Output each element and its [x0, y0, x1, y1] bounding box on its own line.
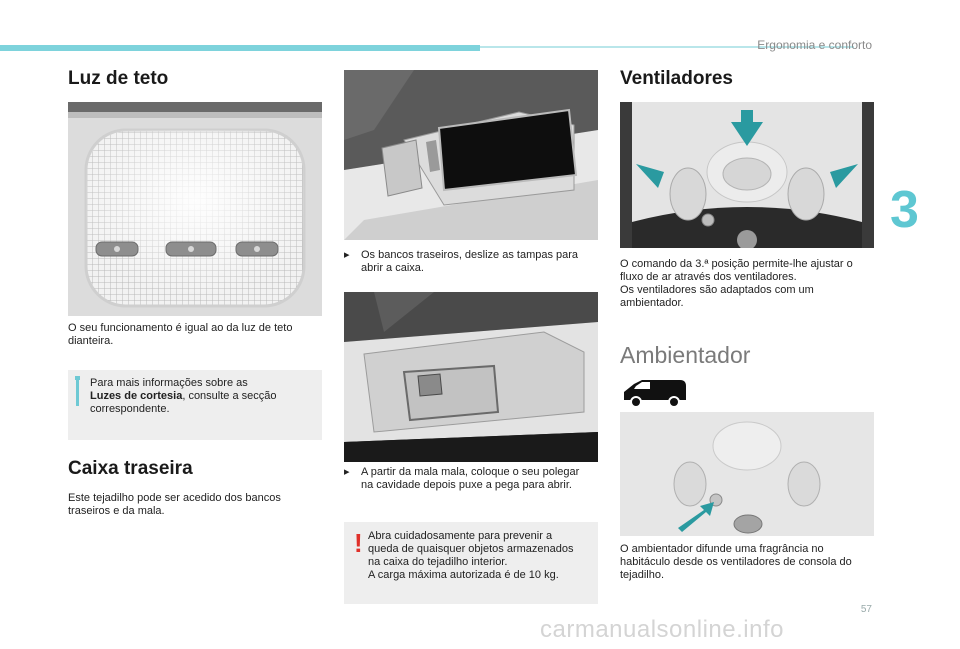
info-line-1: Para mais informações sobre as	[90, 377, 248, 389]
warning-text	[368, 530, 594, 582]
info-line-2-rest: , consulte a secção	[182, 390, 277, 402]
caixa-traseira-text: Este tejadilho pode ser acedido dos bancos traseiros e da mala.	[68, 492, 281, 517]
ambientador-photo	[620, 412, 874, 536]
bullet-1-icon: ▸	[344, 249, 350, 261]
chapter-number: 3	[890, 181, 919, 239]
trunk-box-photo	[344, 292, 598, 462]
ventiladores-text	[620, 258, 870, 310]
van-icon	[620, 376, 690, 410]
rear-seat-box-photo	[344, 70, 598, 240]
bullet-2-icon: ▸	[344, 466, 350, 478]
page-number: 57	[860, 604, 872, 615]
footer-watermark: carmanualsonline.info	[540, 616, 784, 643]
running-header: Ergonomia e conforto	[757, 38, 872, 52]
bullet-1	[344, 249, 594, 275]
warning-line-2: queda de quaisquer objetos armazenados	[368, 543, 574, 555]
bullet-1-text: Os bancos traseiros, deslize as tampas para abrir a caixa.	[361, 249, 579, 274]
bullet-2	[344, 466, 594, 492]
section-title-luz-de-teto: Luz de teto	[68, 68, 169, 89]
roof-light-caption: O seu funcionamento é igual ao da luz de teto dianteira.	[68, 322, 293, 347]
warning-icon: !	[354, 528, 363, 558]
header-accent-bar	[0, 45, 480, 51]
warning-line-3: na caixa do tejadilho interior.	[368, 556, 508, 568]
ambientador-text: O ambientador difunde uma fragrância no habitáculo desde os ventiladores de consola do tejadilho.	[620, 543, 852, 581]
info-line-2	[90, 390, 316, 403]
ventilators-photo	[620, 102, 874, 248]
info-link-bold: Luzes de cortesia	[90, 390, 183, 402]
info-icon	[76, 378, 79, 406]
warning-line-4: A carga máxima autorizada é de 10 kg.	[368, 569, 559, 581]
ventiladores-text-1: O comando da 3.ª posição permite-lhe ajustar o fluxo de ar através dos ventiladores.	[620, 258, 853, 283]
section-title-ventiladores: Ventiladores	[620, 68, 733, 89]
ventiladores-text-2: Os ventiladores são adaptados com um ambientador.	[620, 284, 814, 309]
warning-line-1: Abra cuidadosamente para prevenir a	[368, 530, 553, 542]
bullet-2-text: A partir da mala mala, coloque o seu polegar na cavidade depois puxe a pega para abrir.	[361, 466, 580, 491]
info-text	[90, 377, 316, 416]
info-line-3: correspondente.	[90, 403, 170, 415]
roof-light-photo	[68, 102, 322, 316]
section-title-ambientador: Ambientador	[620, 342, 751, 368]
section-title-caixa-traseira: Caixa traseira	[68, 458, 193, 479]
